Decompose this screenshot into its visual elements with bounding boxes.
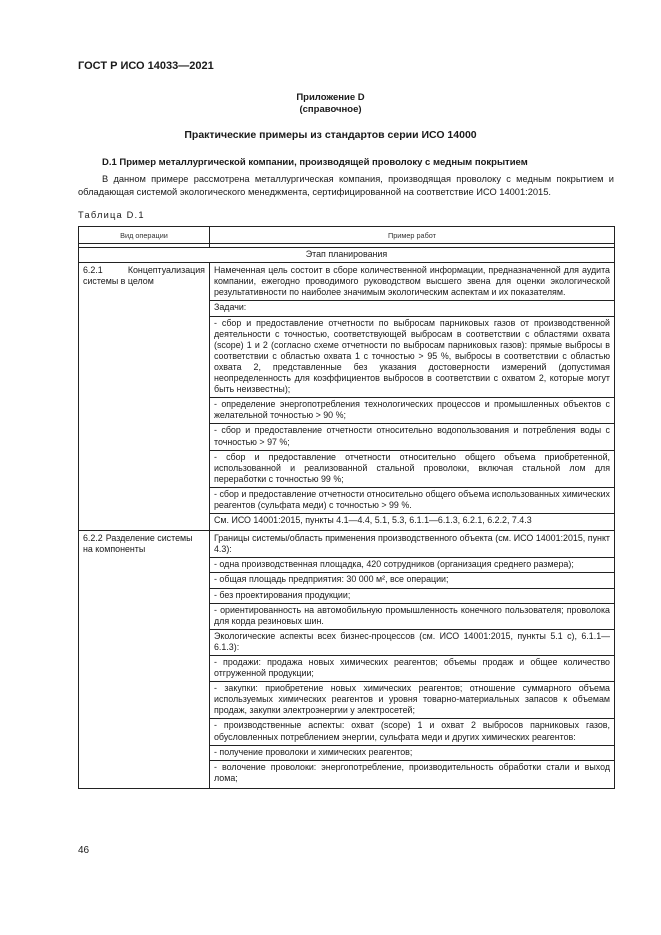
table-caption: Таблица D.1 — [78, 210, 145, 220]
column-header-operation: Вид операции — [79, 227, 210, 244]
example-paragraph: - получение проволоки и химических реагентов; — [210, 745, 614, 760]
example-paragraph: Намеченная цель состоит в сборе количественной информации, предназначенной для аудита компании, ежегодно проводимого руководством высшего звена для оценки экологической результативности по наиболее значимым экологическим аспектам и их показателям. — [214, 265, 610, 298]
operation-number: 6.2.1 — [83, 265, 103, 276]
operation-number: 6.2.2 — [83, 533, 103, 544]
example-paragraph: - сбор и предоставление отчетности относительно водопользования и потребления воды с точностью > 97 %; — [210, 423, 614, 449]
annex-heading: Практические примеры из стандартов серии ИСО 14000 — [184, 129, 477, 141]
operation-title — [83, 265, 205, 276]
stage-row — [79, 248, 615, 263]
example-cell — [210, 263, 615, 531]
operation-title — [83, 533, 205, 544]
table-header-row — [79, 227, 615, 244]
operation-title-rest: на компоненты — [83, 544, 146, 555]
example-paragraph: Задачи: — [210, 300, 614, 315]
section-intro: В данном примере рассмотрена металлургическая компания, производящая проволоку с медным покрытием и обладающая системой экологического менеджмента, сертифицированной на соответствие ИСО 14001:2015. — [78, 174, 614, 197]
operation-word: Концептуализация — [127, 265, 205, 276]
example-paragraph: - закупки: приобретение новых химических реагентов; отношение суммарного объема используемых химических реагентов и уровня товарно-материальных запасов к объемам продаж, закупки электроэнергии у электросетей; — [210, 681, 614, 718]
example-paragraph: Границы системы/область применения производственного объекта (см. ИСО 14001:2015, пункт 4.3): — [214, 533, 610, 555]
example-cell — [210, 531, 615, 789]
example-paragraph: Экологические аспекты всех бизнес-процессов (см. ИСО 14001:2015, пункты 5.1 с), 6.1.1—6.1.3): — [210, 629, 614, 655]
example-paragraph: - сбор и предоставление отчетности по выбросам парниковых газов от производственной деятельности с точностью, соответствующей выбросам в соответствии с областями охвата (scope) 1 и 2 (согласно схеме отчетности по выбросам парниковых газов): прямые выбросы в соответствии с областью охвата 1 с точностью > 95 %, выбросы в соответствии с областью охвата 2, представленные без указания достоверности измерений (допустимая неопределенность для коэффициентов выбросов в соответствии с охватом 2, которые могут быть неизвестны); — [210, 316, 614, 398]
example-paragraph: - общая площадь предприятия: 30 000 м², все операции; — [210, 572, 614, 587]
example-paragraph: - производственные аспекты: охват (scope) 1 и охват 2 выбросов парниковых газов, обусловленных потреблением энергии, сульфата меди и других химических реагентов: — [210, 718, 614, 744]
example-reference: См. ИСО 14001:2015, пункты 4.1—4.4, 5.1, 5.3, 6.1.1—6.1.3, 6.2.1, 6.2.2, 7.4.3 — [210, 513, 614, 528]
example-paragraph: - одна производственная площадка, 420 сотрудников (организация среднего размера); — [210, 557, 614, 572]
table-row — [79, 531, 615, 789]
section-title: D.1 Пример металлургической компании, производящей проволоку с медным покрытием — [102, 157, 528, 168]
page-number: 46 — [78, 845, 90, 856]
document-code: ГОСТ Р ИСО 14033—2021 — [78, 60, 214, 72]
example-paragraph: - продажи: продажа новых химических реагентов; объемы продаж и общее количество отгруженной продукции; — [210, 655, 614, 681]
example-paragraph: - ориентированность на автомобильную промышленность конечного пользователя; проволока для корда резиновых шин. — [210, 603, 614, 629]
annex-header — [0, 92, 661, 116]
example-paragraph: - определение энергопотребления технологических процессов и промышленных объектов с желательной точностью > 90 %; — [210, 397, 614, 423]
example-paragraph: - волочение проволоки: энергопотребление, производительность обработки стали и выход лома; — [210, 760, 614, 786]
stage-label: Этап планирования — [79, 248, 615, 263]
operation-cell — [79, 531, 210, 789]
operation-word: Разделение системы — [105, 533, 193, 544]
annex-title: Приложение D — [296, 92, 365, 103]
example-paragraph: - без проектирования продукции; — [210, 588, 614, 603]
table-d1 — [78, 226, 615, 789]
example-paragraph: - сбор и предоставление отчетности относительно общего объема приобретенной, использованной и реализованной стальной проволоки, включая стальной лом для переработки с точностью 99 %; — [210, 450, 614, 487]
operation-title-rest: системы в целом — [83, 276, 154, 287]
table-row — [79, 263, 615, 531]
operation-cell — [79, 263, 210, 531]
annex-subtitle: (справочное) — [299, 104, 362, 115]
column-header-example: Пример работ — [210, 227, 615, 244]
example-paragraph: - сбор и предоставление отчетности относительно общего объема использованных химических реагентов (сульфата меди) с точностью > 99 %. — [210, 487, 614, 513]
